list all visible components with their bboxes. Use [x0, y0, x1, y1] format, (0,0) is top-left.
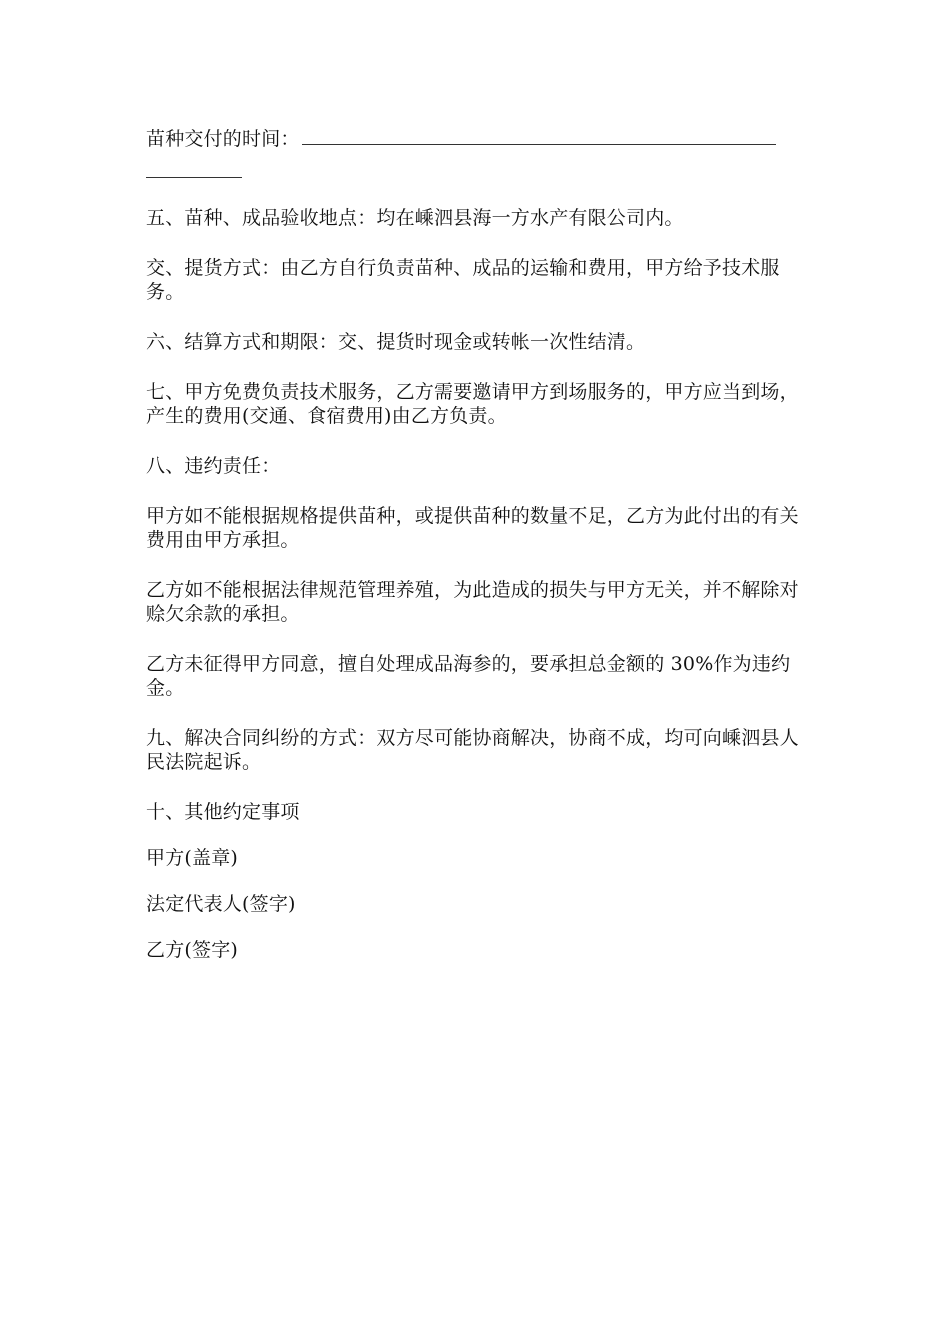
- section-other-matters: 十、其他约定事项: [146, 801, 300, 823]
- delivery-time-line: [146, 122, 806, 184]
- party-b-signature: 乙方(签字): [146, 939, 239, 961]
- section-breach-party-b: 乙方如不能根据法律规范管理养殖，为此造成的损失与甲方无关，并不解除对赊欠余款的承担。: [146, 579, 799, 625]
- legal-representative-signature: 法定代表人(签字): [146, 893, 296, 915]
- section-dispute-resolution: 九、解决合同纠纷的方式：双方尽可能协商解决，协商不成，均可向嵊泗县人民法院起诉。: [146, 727, 799, 773]
- contract-body: [146, 122, 806, 984]
- section-breach-heading: 八、违约责任：: [146, 455, 281, 477]
- section-settlement: 六、结算方式和期限：交、提货时现金或转帐一次性结清。: [146, 331, 646, 353]
- section-delivery-method: 交、提货方式：由乙方自行负责苗种、成品的运输和费用，甲方给予技术服务。: [146, 257, 780, 303]
- party-a-seal: 甲方(盖章): [146, 847, 239, 869]
- delivery-time-blank-continued: [146, 155, 242, 178]
- section-breach-penalty: 乙方未征得甲方同意，擅自处理成品海参的，要承担总金额的 30%作为违约金。: [146, 653, 791, 699]
- delivery-time-blank: [302, 122, 776, 145]
- section-breach-party-a: 甲方如不能根据规格提供苗种，或提供苗种的数量不足，乙方为此付出的有关费用由甲方承担。: [146, 505, 799, 551]
- section-technical-service: 七、甲方免费负责技术服务，乙方需要邀请甲方到场服务的，甲方应当到场，产生的费用(交通、食宿费用)由乙方负责。: [146, 381, 799, 427]
- section-inspection-location: 五、苗种、成品验收地点：均在嵊泗县海一方水产有限公司内。: [146, 207, 684, 229]
- delivery-time-label: 苗种交付的时间：: [146, 128, 300, 150]
